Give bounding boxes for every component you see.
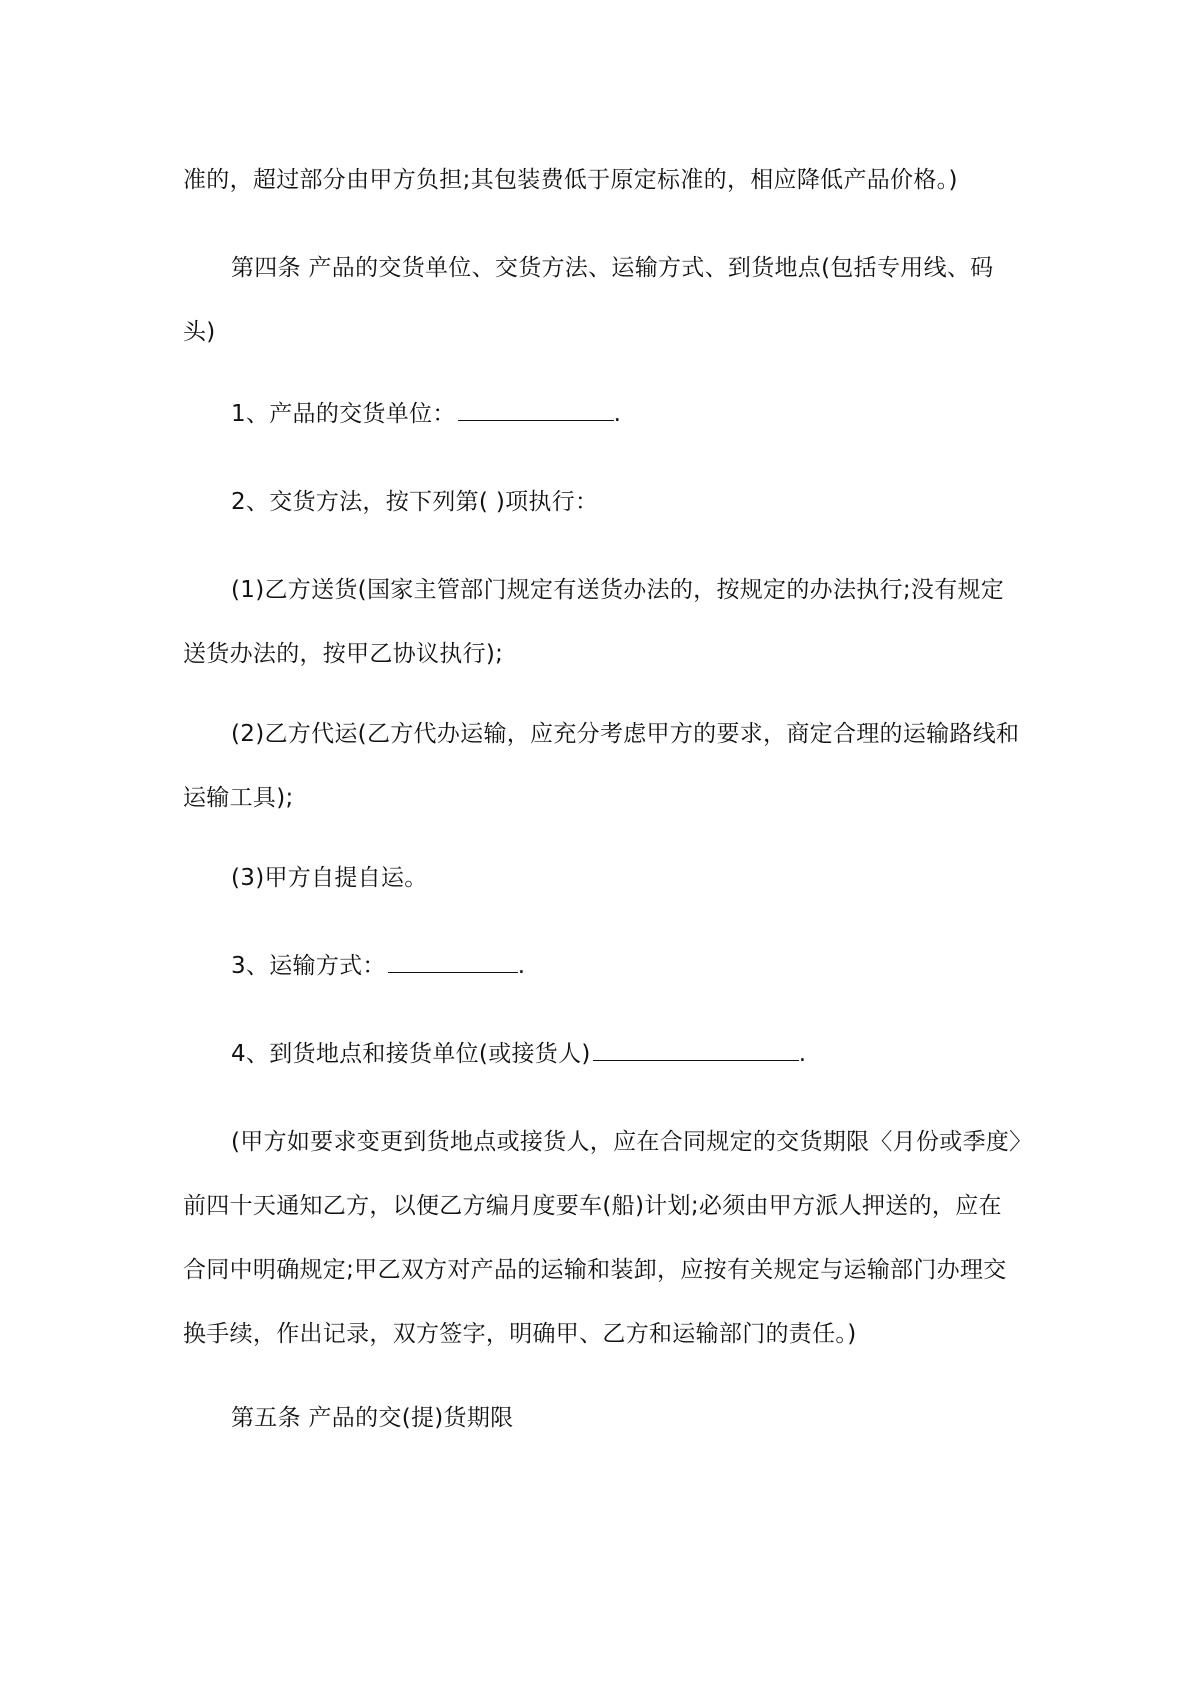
article-four-heading: 第四条 产品的交货单位、交货方法、运输方式、到货地点(包括专用线、码头) bbox=[183, 255, 994, 345]
arrival-place-tail: . bbox=[798, 1041, 807, 1067]
transport-mode-label: 3、运输方式： bbox=[231, 953, 386, 979]
delivery-unit-label: 1、产品的交货单位： bbox=[231, 401, 456, 427]
transport-mode-tail: . bbox=[517, 953, 526, 979]
paragraph-packaging-cost: 准的，超过部分由甲方负担;其包装费低于原定标准的，相应降低产品价格。) bbox=[183, 167, 958, 193]
option-seller-shipping: (2)乙方代运(乙方代办运输，应充分考虑甲方的要求，商定合理的运输路线和运输工具); bbox=[183, 721, 1020, 811]
option-seller-delivery: (1)乙方送货(国家主管部门规定有送货办法的，按规定的办法执行;没有规定送货办法的，按甲乙协议执行); bbox=[183, 577, 1005, 667]
transport-mode-line bbox=[183, 934, 1023, 998]
transport-mode-blank[interactable] bbox=[388, 950, 518, 973]
article-five-heading: 第五条 产品的交(提)货期限 bbox=[231, 1405, 514, 1431]
delivery-unit-tail: . bbox=[613, 401, 622, 427]
arrival-place-label: 4、到货地点和接货单位(或接货人) bbox=[231, 1041, 591, 1067]
option-buyer-pickup: (3)甲方自提自运。 bbox=[231, 865, 428, 891]
delivery-unit-blank[interactable] bbox=[458, 398, 614, 421]
arrival-place-line bbox=[183, 1022, 1023, 1086]
change-notice-paragraph: (甲方如要求变更到货地点或接货人，应在合同规定的交货期限〈月份或季度〉前四十天通知乙方，以便乙方编月度要车(船)计划;必须由甲方派人押送的，应在合同中明确规定;甲乙双方对产品的运输和装卸，应按有关规定与运输部门办理交换手续，作出记录，双方签字，明确甲、乙方和运输部门的责任。) bbox=[183, 1129, 1021, 1347]
arrival-place-blank[interactable] bbox=[593, 1038, 799, 1061]
delivery-unit-line bbox=[183, 382, 1023, 446]
delivery-method-line: 2、交货方法，按下列第( )项执行： bbox=[231, 489, 599, 515]
